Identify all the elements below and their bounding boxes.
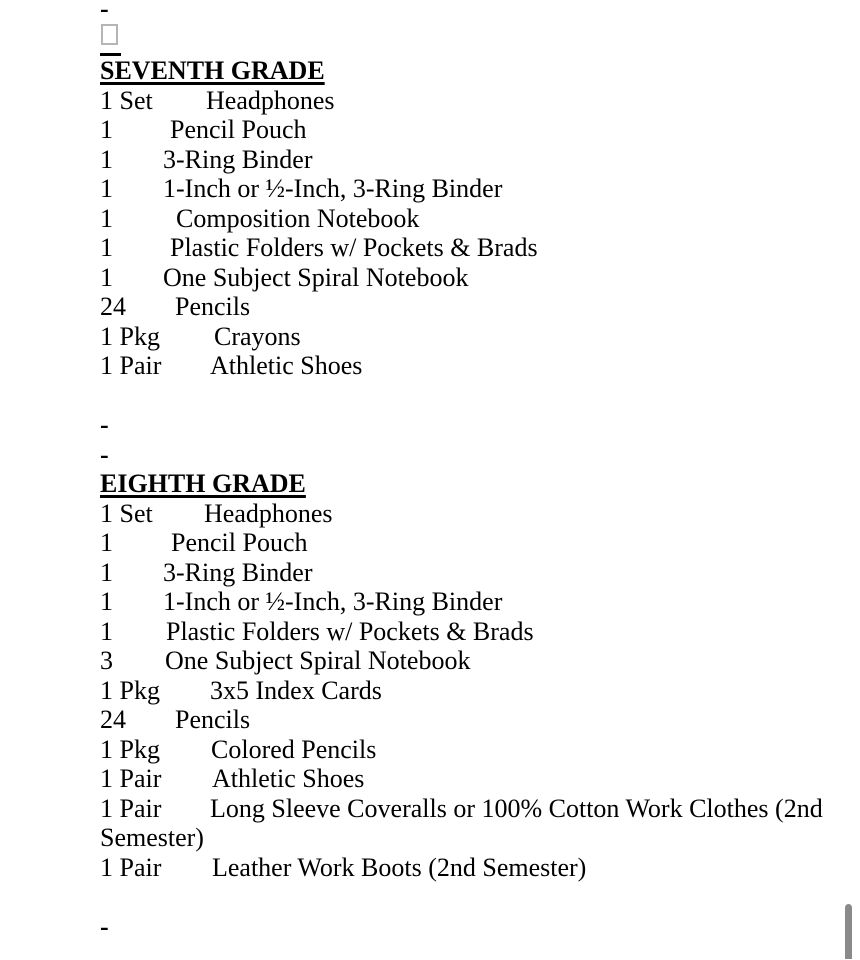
item-qty: 1 — [100, 203, 113, 233]
item-name: 1-Inch or ½-Inch, 3-Ring Binder — [163, 174, 503, 203]
supply-row — [100, 735, 845, 765]
item-qty: 1 — [100, 144, 113, 174]
item-name: Plastic Folders w/ Pockets & Brads — [166, 616, 534, 646]
supply-row — [100, 764, 845, 794]
supply-row — [100, 322, 845, 352]
item-name: Long Sleeve Coveralls or 100% Cotton Work Clothes (2nd Semester) — [100, 793, 823, 852]
item-name: Pencils — [175, 292, 251, 321]
supply-row — [100, 292, 845, 322]
item-name: Headphones — [206, 85, 335, 115]
missing-glyph-line — [100, 24, 845, 57]
item-name: Athletic Shoes — [210, 351, 363, 380]
supply-row — [100, 676, 845, 706]
item-qty: 1 — [100, 174, 113, 203]
item-name: Athletic Shoes — [212, 764, 365, 793]
item-name: 1-Inch or ½-Inch, 3-Ring Binder — [163, 587, 503, 616]
supply-row — [100, 86, 845, 116]
blank-line — [100, 882, 845, 912]
item-name: Pencil Pouch — [171, 528, 308, 557]
section-title-eighth-grade: EIGHTH GRADE — [100, 469, 306, 498]
item-name: 3-Ring Binder — [163, 557, 313, 587]
supply-row — [100, 646, 845, 676]
item-qty: 1 Set — [100, 85, 153, 115]
blank-line — [100, 381, 845, 411]
supply-row — [100, 528, 845, 558]
supply-row — [100, 587, 845, 617]
supply-row — [100, 263, 845, 293]
supply-row — [100, 174, 845, 204]
supply-row — [100, 351, 845, 381]
item-name: Headphones — [204, 498, 333, 528]
supply-row — [100, 115, 845, 145]
item-qty: 1 — [100, 262, 113, 292]
item-name: Pencil Pouch — [170, 115, 307, 144]
item-qty: 1 Set — [100, 498, 153, 528]
item-qty: 1 Pair — [100, 793, 162, 823]
item-qty: 1 Pkg — [100, 734, 160, 764]
scrollbar-thumb[interactable] — [845, 904, 852, 959]
item-name: 3-Ring Binder — [163, 144, 313, 174]
item-name: Crayons — [214, 321, 301, 351]
supply-row — [100, 705, 845, 735]
item-qty: 3 — [100, 646, 113, 675]
item-qty: 1 — [100, 557, 113, 587]
missing-glyph-underline — [100, 24, 121, 57]
separator-dash: - — [100, 439, 109, 469]
item-name: One Subject Spiral Notebook — [165, 646, 471, 675]
item-qty: 1 — [100, 233, 113, 262]
item-qty: 1 — [100, 616, 113, 646]
supply-row — [100, 145, 845, 175]
item-name: Plastic Folders w/ Pockets & Brads — [170, 233, 538, 262]
item-qty: 1 Pkg — [100, 675, 160, 705]
supply-row — [100, 794, 845, 853]
item-name: One Subject Spiral Notebook — [163, 262, 469, 292]
item-qty: 1 Pair — [100, 852, 162, 882]
section-title-seventh-grade: SEVENTH GRADE — [100, 56, 325, 85]
item-name: 3x5 Index Cards — [210, 675, 382, 705]
stray-dash-bottom: - — [100, 911, 109, 941]
stray-dash-top: - — [100, 0, 109, 23]
missing-glyph-box-icon — [101, 24, 118, 45]
supply-row — [100, 499, 845, 529]
item-qty: 1 — [100, 587, 113, 616]
supply-row — [100, 617, 845, 647]
supply-row — [100, 558, 845, 588]
supply-row — [100, 233, 845, 263]
item-name: Leather Work Boots (2nd Semester) — [212, 852, 587, 882]
item-qty: 1 — [100, 528, 113, 557]
item-qty: 24 — [100, 705, 126, 734]
item-name: Colored Pencils — [211, 734, 377, 764]
supply-row — [100, 204, 845, 234]
item-qty: 1 Pair — [100, 351, 162, 380]
item-name: Composition Notebook — [176, 203, 420, 233]
item-qty: 1 Pkg — [100, 321, 160, 351]
item-qty: 1 — [100, 115, 113, 144]
item-qty: 1 Pair — [100, 764, 162, 793]
item-qty: 24 — [100, 292, 126, 321]
item-name: Pencils — [175, 705, 251, 734]
supply-row — [100, 853, 845, 883]
separator-dash: - — [100, 410, 109, 439]
